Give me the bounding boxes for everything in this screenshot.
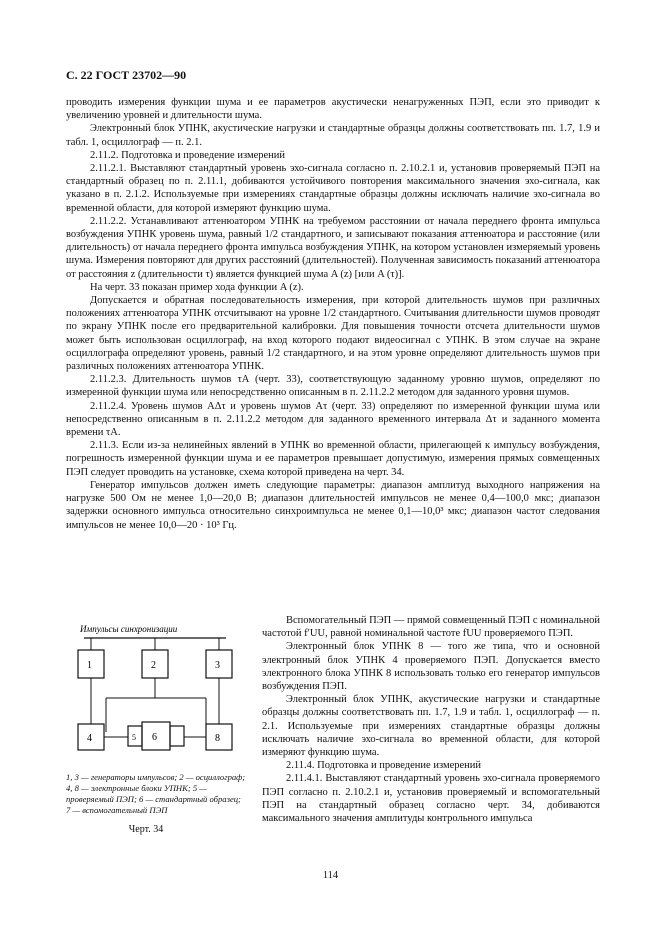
paragraph: Вспомогательный ПЭП — прямой совмещенный ПЭП с номинальной частотой f′UU, равной номинальной частоте fUU проверяемого ПЭП. [262,615,600,640]
block-6-label: 6 [152,732,157,743]
block-3-label: 3 [215,660,220,671]
paragraph: Генератор импульсов должен иметь следующие параметры: диапазон амплитуд выходного напряжения на нагрузке 500 Ом не менее 1,0—20,0 В; диапазон длительностей импульсов не менее 0,4—100,0 мкс; диапазон задержки основного импульса относительно синхроимпульса не менее 0,1—10,0³ мкс; диапазон частот следования импульсов не менее 10,0—20 · 10³ Гц. [66,479,600,531]
paragraph: Электронный блок УПНК, акустические нагрузки и стандартные образцы должны соответствовать пп. 1.7, 1.9 и табл. 1, осциллограф — п. 2.1. [66,123,600,148]
block-8-label: 8 [215,733,220,744]
paragraph: проводить измерения функции шума и ее параметров акустически ненагруженных ПЭП, если это приводит к увеличению уровней и длительности шума. [66,97,600,122]
paragraph: На черт. 33 показан пример хода функции A (z). [90,281,304,293]
paragraph: 2.11.2.2. Устанавливают аттенюатором УПНК на требуемом расстоянии от начала переднего фронта импульса возбуждения УПНК уровень шума, равный 1/2 стандартного, и записывают показания аттенюатора и расстояние (или длительность) от начала переднего фронта импульса возбуждения УПНК, на котором установлен измеряемый уровень шума. Измерения повторяют для других расстояний (длительностей). Полученная зависимость показаний аттенюатора от расстояния z (длительности τ) является функцией шума A (z) [или A (τ)]. [66,215,600,280]
diagram-title: Импульсы синхронизации [80,624,178,634]
paragraph: 2.11.2.1. Выставляют стандартный уровень эхо-сигнала согласно п. 2.10.2.1 и, установив проверяемый ПЭП на стандартный образец по п. 2.11.1, добиваются устойчивого повторения максимального значения эхо-сигнала, как указано в п. 2.1.2. Используемые при измерениях стандартные образцы должны исключать наличие эхо-сигнала во временной области, для которой измеряют функцию шума. [66,163,600,214]
section-heading: 2.11.4. Подготовка и проведение измерений [286,760,482,772]
paragraph: Электронный блок УПНК 8 — того же типа, что и основной электронный блок УПНК 4 проверяемого ПЭП. Допускается вместо электронного блока УПНК 8 использовать только его генератор импульсов возбуждения ПЭП. [262,641,600,693]
block-2-label: 2 [151,660,156,671]
paragraph: 2.11.2.3. Длительность шумов τA (черт. 33), соответствующую заданному уровню шумов, определяют по измеренной функции шума или непосредственно описанным в п. 2.11.2.2 методом для заданного уровня шумов. [66,374,600,399]
block-7 [170,726,184,746]
paragraph: 2.11.2.4. Уровень шумов AΔτ и уровень шумов Aτ (черт. 33) определяют по измеренной функции шума или непосредственно описанным в п. 2.11.2.2 методом для заданного временного интервала Δτ и заданного момента времени τA. [66,400,600,439]
page-header: С. 22 ГОСТ 23702—90 [66,68,187,82]
paragraph: 2.11.4.1. Выставляют стандартный уровень эхо-сигнала проверяемого ПЭП согласно п. 2.10.2.1 и, установив проверяемый и вспомогательный ПЭП на стандартный образец согласно черт. 34, добиваются максимального значения амплитуды контрольного импульса [262,773,600,825]
figure-34 [66,620,246,835]
figure-caption: 1, 3 — генераторы импульсов; 2 — осциллограф; 4, 8 — электронные блоки УПНК; 5 — проверяемый ПЭП; 6 — стандартный образец; 7 — вспомогательный ПЭП [66,772,246,815]
section-heading: 2.11.2. Подготовка и проведение измерений [90,149,286,161]
block-diagram [66,620,246,770]
block-4-label: 4 [87,733,92,744]
block-5-label: 5 [132,733,136,742]
page-number: 114 [322,870,339,881]
figure-label: Черт. 34 [128,824,164,835]
paragraph: Допускается и обратная последовательность измерения, при которой длительность шумов при различных положениях аттенюатора УПНК отсчитывают на уровне 1/2 стандартного. Считывания длительности шумов проводят по экрану УПНК после его предварительной калибровки. Для повышения точности отсчета длительности шумов может быть использован осциллограф, на вход которого подают видеосигнал с УПНК. В этом случае на экране осциллографа определяют уровень, равный 1/2 стандартного, и на этом уровне определяют длительность шумов при различных положениях аттенюатора УПНК. [66,295,600,373]
main-text [66,96,600,532]
right-column-text [262,614,600,825]
paragraph: 2.11.3. Если из-за нелинейных явлений в УПНК во временной области, прилегающей к импульсу возбуждения, погрешность измеренной функции шума и ее параметров превышает допустимую, измерения прямых совмещенных ПЭП следует проводить на установке, схема которой приведена на черт. 34. [66,440,600,478]
paragraph: Электронный блок УПНК, акустические нагрузки и стандартные образцы должны соответствовать пп. 1.7, 1.9 и табл. 1, осциллограф — п. 2.1. Используемые при измерениях стандартные образцы должны исключать наличие эхо-сигнала во временной области, для которой измеряют функцию шума. [262,694,600,759]
block-1-label: 1 [87,660,92,671]
